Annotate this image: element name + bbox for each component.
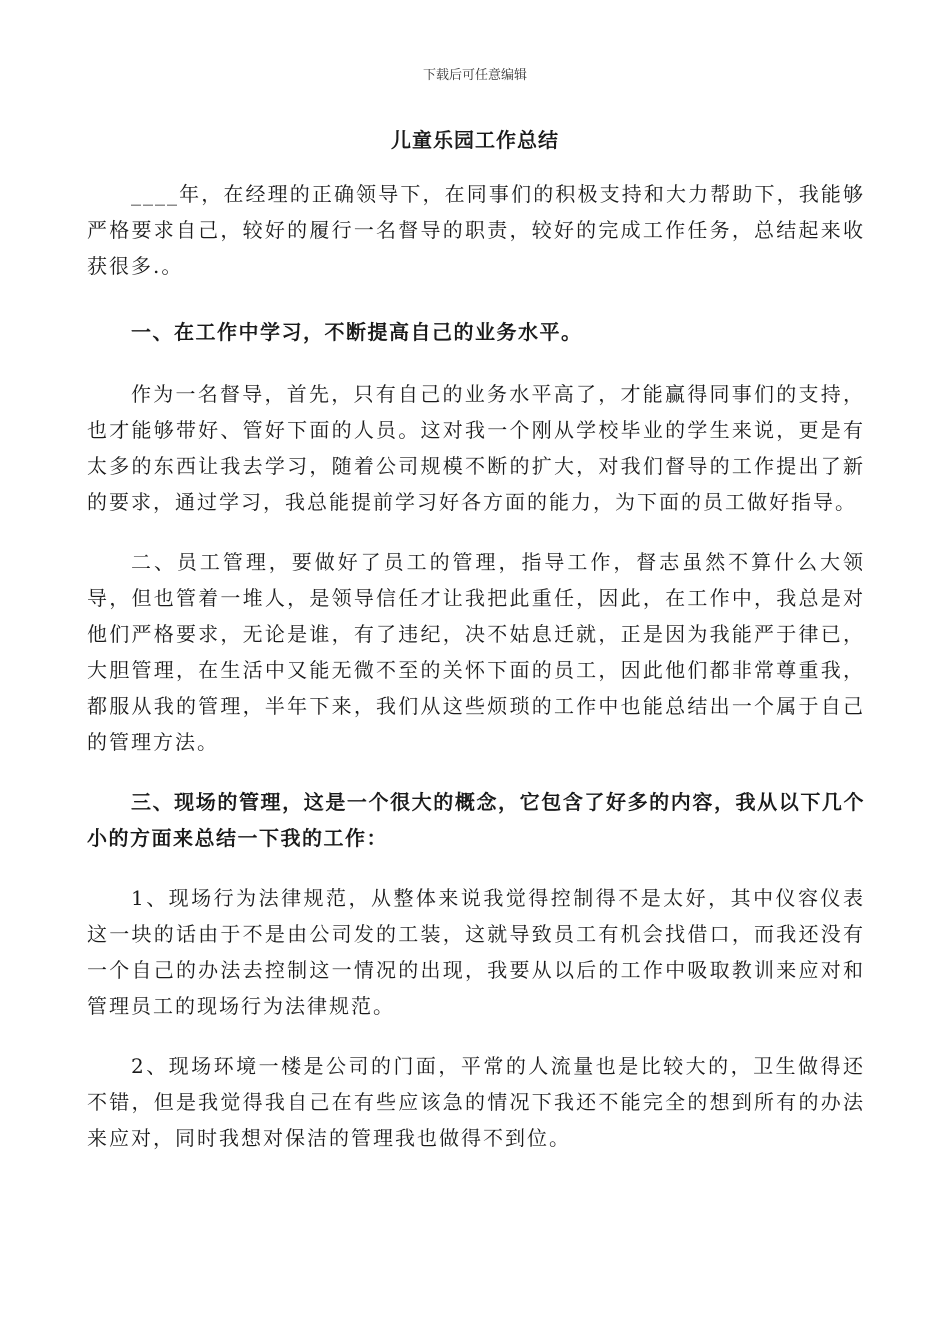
paragraph-item-1: 1、现场行为法律规范，从整体来说我觉得控制得不是太好，其中仪容仪表这一块的话由于不是由公司发的工装，这就导致员工有机会找借口，而我还没有一个自己的办法去控制这一情况的出现，我要从以后的工作中吸取教训来应对和管理员工的现场行为法律规范。: [87, 886, 865, 1018]
paragraph-staff-management: 二、员工管理，要做好了员工的管理，指导工作，督志虽然不算什么大领导，但也管着一堆人，是领导信任才让我把此重任，因此，在工作中，我总是对他们严格要求，无论是谁，有了违纪，决不姑息迁就，正是因为我能严于律已，大胆管理，在生活中又能无微不至的关怀下面的员工，因此他们都非常尊重我，都服从我的管理，半年下来，我们从这些烦琐的工作中也能总结出一个属于自己的管理方法。: [87, 550, 865, 754]
document-body: [87, 176, 865, 1180]
section-heading-3: 三、现场的管理，这是一个很大的概念，它包含了好多的内容，我从以下几个小的方面来总结一下我的工作：: [87, 790, 865, 850]
paragraph-intro: ____年，在经理的正确领导下，在同事们的积极支持和大力帮助下，我能够严格要求自己，较好的履行一名督导的职责，较好的完成工作任务，总结起来收获很多.。: [87, 182, 865, 278]
section-heading-1: 一、在工作中学习，不断提高自己的业务水平。: [131, 320, 583, 344]
header-note: 下载后可任意编辑: [422, 68, 527, 83]
page-title: 儿童乐园工作总结: [391, 128, 559, 152]
paragraph-item-2: 2、现场环境一楼是公司的门面，平常的人流量也是比较大的，卫生做得还不错，但是我觉得我自己在有些应该急的情况下我还不能完全的想到所有的办法来应对，同时我想对保洁的管理我也做得不到位。: [87, 1054, 865, 1150]
paragraph-learning: 作为一名督导，首先，只有自己的业务水平高了，才能赢得同事们的支持，也才能够带好、管好下面的人员。这对我一个刚从学校毕业的学生来说，更是有太多的东西让我去学习，随着公司规模不断的扩大，对我们督导的工作提出了新的要求，通过学习，我总能提前学习好各方面的能力，为下面的员工做好指导。: [87, 382, 865, 514]
